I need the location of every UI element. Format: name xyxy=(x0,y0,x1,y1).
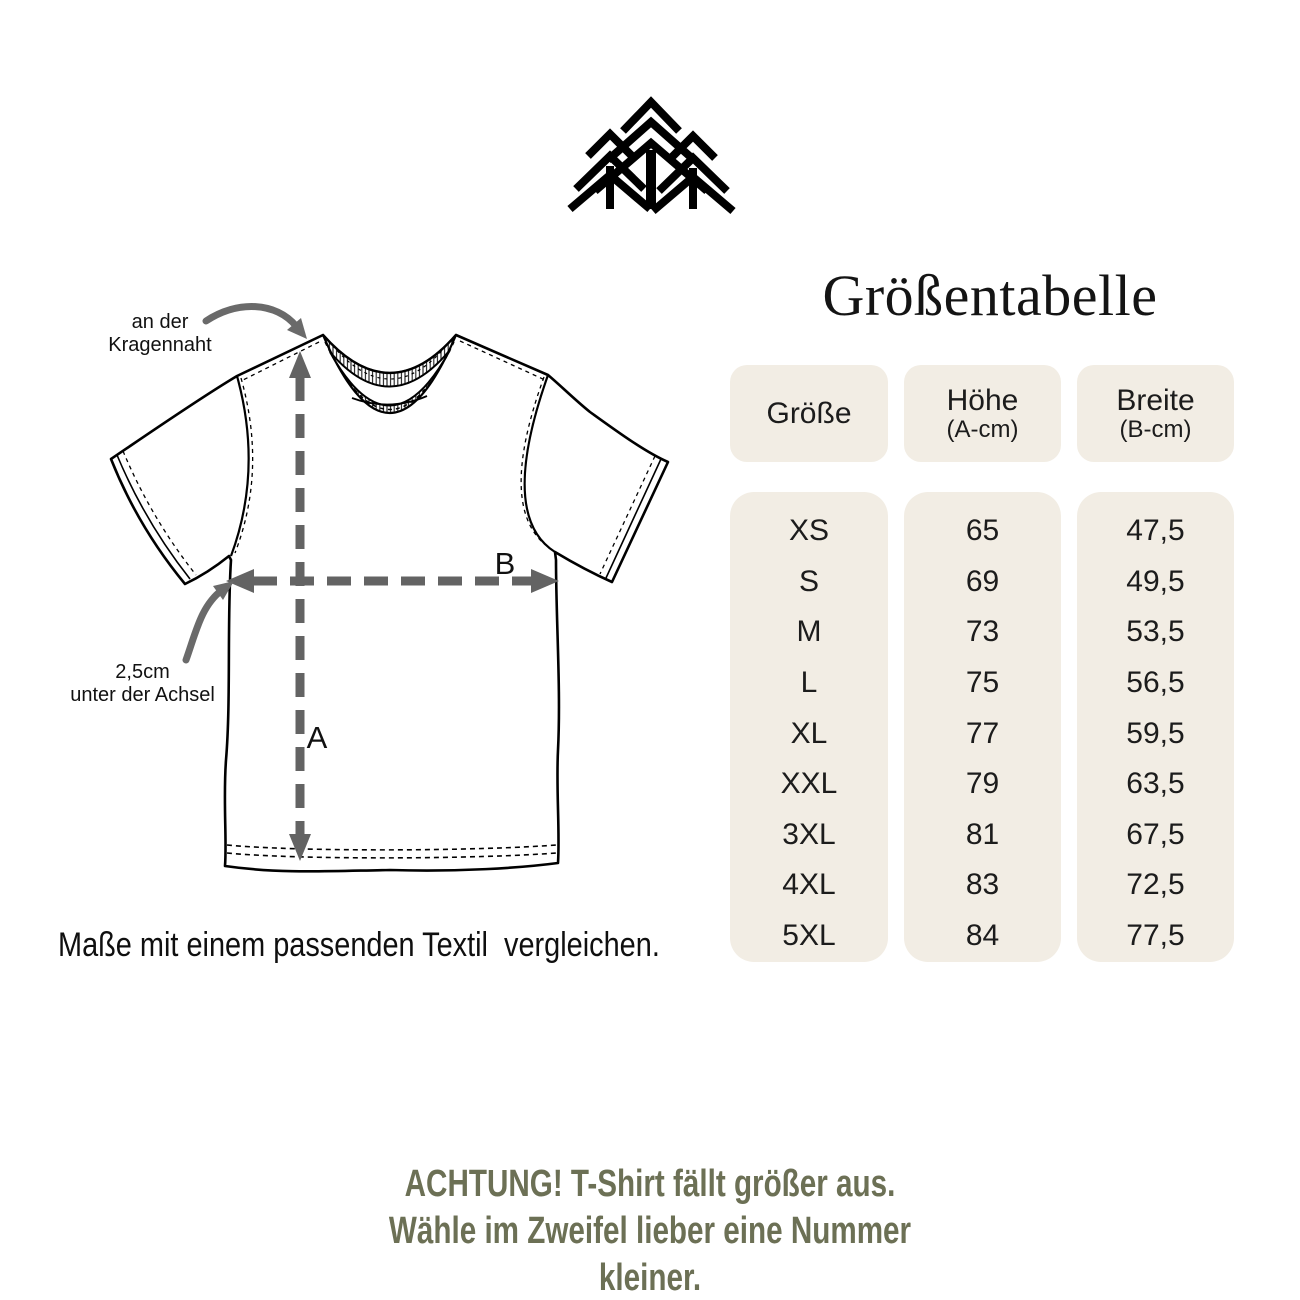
width-cell: 77,5 xyxy=(1126,919,1185,953)
collar-annotation-line2: Kragennaht xyxy=(108,334,212,356)
collar-annotation xyxy=(85,311,235,357)
width-cell: 67,5 xyxy=(1126,817,1185,851)
label-A: A xyxy=(306,720,328,755)
collar-annotation-line1: an der xyxy=(131,311,189,333)
tshirt-measurement-diagram xyxy=(55,290,715,920)
armpit-annotation xyxy=(55,661,230,707)
size-cell: 5XL xyxy=(782,919,836,953)
size-cell: XL xyxy=(790,716,828,750)
height-cell: 75 xyxy=(965,666,1000,700)
height-cell: 84 xyxy=(965,919,1000,953)
table-header-width xyxy=(1077,365,1234,462)
header-label: Breite xyxy=(1116,383,1195,417)
width-cell: 72,5 xyxy=(1126,868,1185,902)
armpit-note-arrow xyxy=(186,581,234,660)
width-cell: 56,5 xyxy=(1126,666,1185,700)
header-label: Größe xyxy=(766,396,852,430)
width-cell: 49,5 xyxy=(1126,564,1185,598)
height-cell: 69 xyxy=(965,564,1000,598)
label-B: B xyxy=(494,546,516,581)
size-cell: XS xyxy=(788,514,830,548)
height-cell: 83 xyxy=(965,868,1000,902)
table-header-height xyxy=(904,365,1061,462)
width-cell: 59,5 xyxy=(1126,716,1185,750)
height-cell: 65 xyxy=(965,514,1000,548)
height-cell: 81 xyxy=(965,817,1000,851)
height-cell: 79 xyxy=(965,767,1000,801)
size-cell: M xyxy=(796,615,822,649)
size-cell: S xyxy=(798,564,819,598)
size-cell: 4XL xyxy=(782,868,836,902)
warning-line2: Wähle im Zweifel lieber eine Nummer kleiner. xyxy=(388,1210,912,1299)
tshirt-outline xyxy=(111,335,668,871)
height-cell: 77 xyxy=(965,716,1000,750)
size-cell: XXL xyxy=(780,767,838,801)
table-column-height xyxy=(904,492,1061,962)
size-cell: L xyxy=(800,666,818,700)
header-sublabel: (A-cm) xyxy=(946,415,1019,443)
page-title: Größentabelle xyxy=(822,263,1158,328)
header-sublabel: (B-cm) xyxy=(1119,415,1192,443)
width-cell: 47,5 xyxy=(1126,514,1185,548)
table-header-size xyxy=(730,365,888,462)
size-cell: 3XL xyxy=(782,817,836,851)
width-cell: 53,5 xyxy=(1126,615,1185,649)
header-label: Höhe xyxy=(946,383,1019,417)
three-pines-logo-icon xyxy=(555,85,745,215)
armpit-annotation-line1: 2,5cm xyxy=(115,661,170,683)
warning-line1: ACHTUNG! T-Shirt fällt größer aus. xyxy=(404,1163,896,1205)
compare-note: Maße mit einem passenden Textil vergleichen. xyxy=(58,926,660,964)
width-cell: 63,5 xyxy=(1126,767,1185,801)
table-column-size xyxy=(730,492,888,962)
height-cell: 73 xyxy=(965,615,1000,649)
warning-text xyxy=(338,1161,962,1300)
table-column-width xyxy=(1077,492,1234,962)
armpit-annotation-line2: unter der Achsel xyxy=(70,684,215,706)
